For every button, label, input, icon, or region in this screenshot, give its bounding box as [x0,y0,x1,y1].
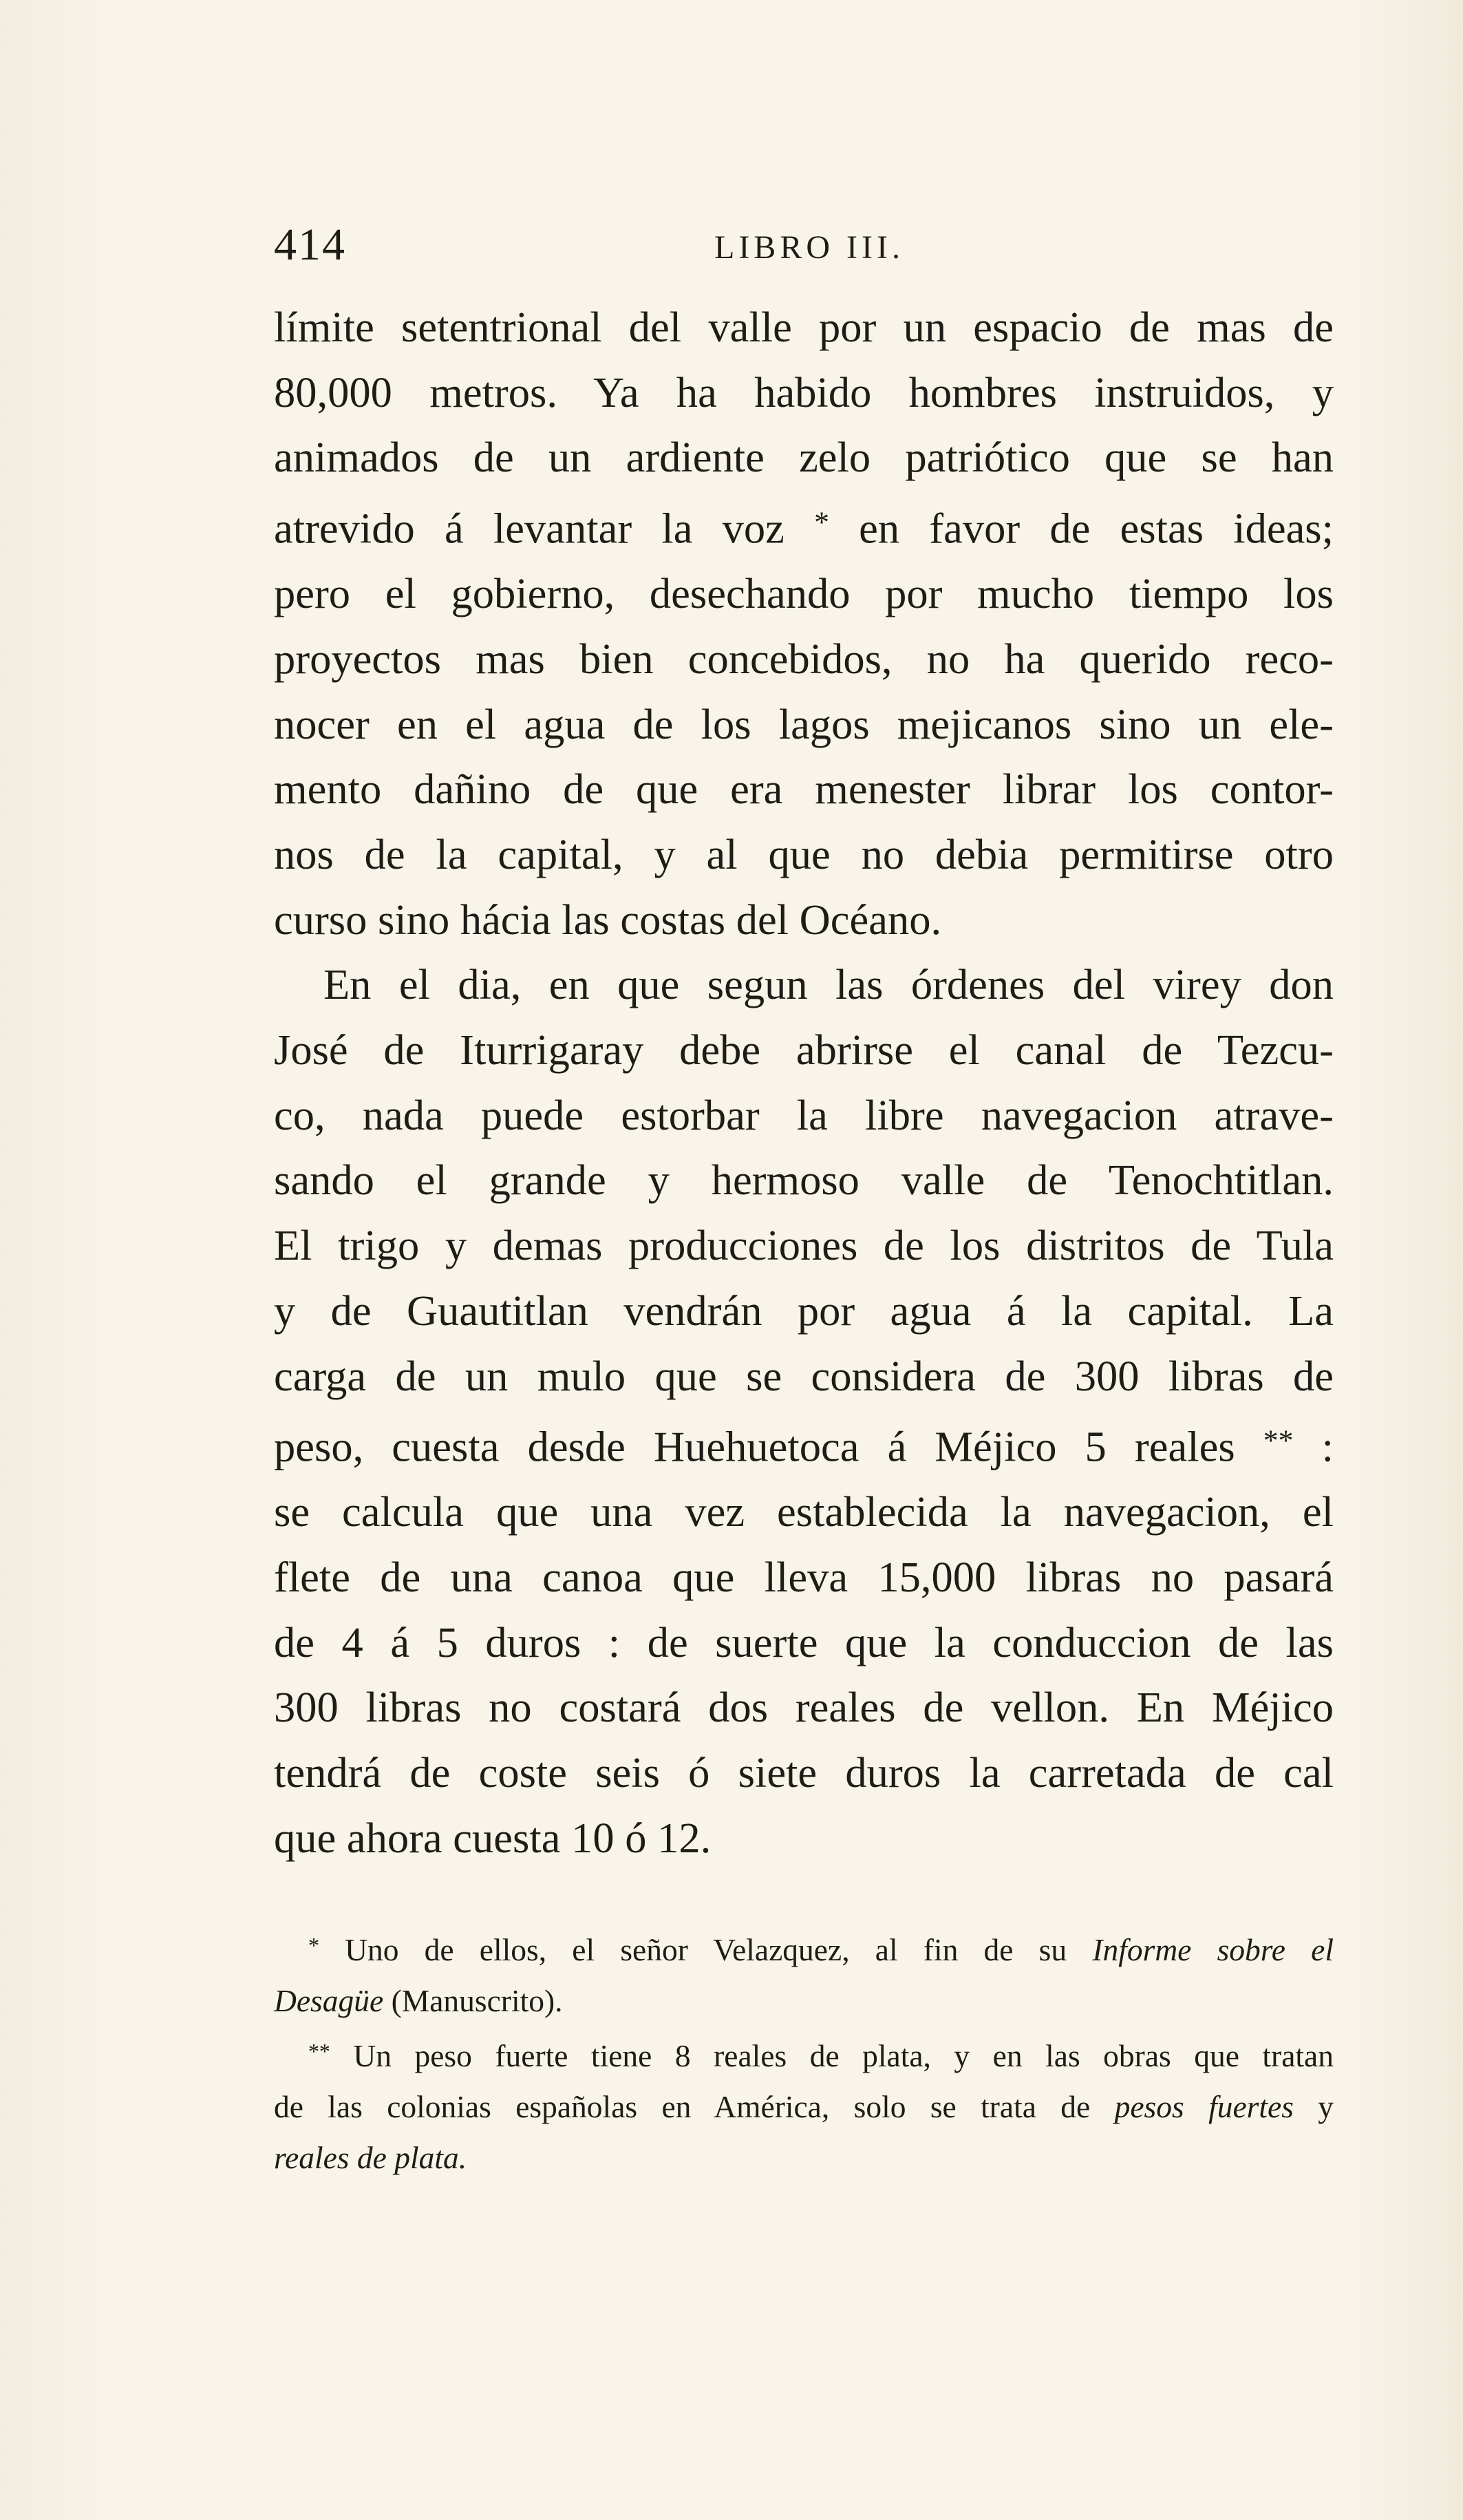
text-line [274,1408,1334,1479]
text-line: se calcula que una vez establecida la navegacion, el [274,1487,1334,1536]
footnote-text: de las colonias españolas en América, solo se trata de [274,2089,1091,2125]
text-fragment: en favor de estas ideas; [859,504,1334,553]
footnote-italic: reales de plata. [274,2140,467,2176]
footnote-text: Uno de ellos, el señor Velazquez, al fin de su [345,1932,1067,1968]
text-line: El trigo y demas producciones de los distritos de Tula [274,1221,1334,1270]
footnote-text: y [1318,2089,1334,2125]
footnote-2 [274,2026,1334,2082]
page-number: 414 [274,220,346,270]
footnote-2-end [274,2132,1334,2183]
text-line: de 4 á 5 duros : de suerte que la conduccion de las [274,1618,1334,1666]
text-fragment: atrevido á levantar la voz [274,504,784,553]
text-fragment: : [1321,1422,1334,1471]
text-line: animados de un ardiente zelo patriótico que se han [274,433,1334,482]
text-line: que ahora cuesta 10 ó 12. [274,1813,712,1862]
text-line: y de Guautitlan vendrán por agua á la capital. La [274,1286,1334,1335]
footnote-1 [274,1920,1334,1976]
text-line: proyectos mas bien concebidos, no ha querido reco- [274,634,1334,683]
running-head: LIBRO III. [714,229,904,266]
text-fragment: peso, cuesta desde Huehuetoca á Méjico 5 reales [274,1422,1235,1471]
text-line: límite setentrional del valle por un espacio de mas de [274,303,1334,351]
footnotes [274,1920,1334,2183]
footnote-mark: ** [308,2040,330,2064]
text-line: nocer en el agua de los lagos mejicanos sino un ele- [274,699,1334,748]
text-line: flete de una canoa que lleva 15,000 libras no pasará [274,1552,1334,1601]
text-line: 300 libras no costará dos reales de vellon. En Méjico [274,1683,1334,1732]
text-line: José de Iturrigaray debe abrirse el canal de Tezcu- [274,1026,1334,1074]
text-line [274,490,1334,561]
text-line: tendrá de coste seis ó siete duros la carretada de cal [274,1748,1334,1797]
text-line: 80,000 metros. Ya ha habido hombres instruidos, y [274,368,1334,416]
text-line: co, nada puede estorbar la libre navegacion atrave- [274,1090,1334,1139]
main-text [274,295,1334,1871]
footnote-text: Un peso fuerte tiene 8 reales de plata, y en las obras que tratan [353,2038,1334,2074]
footnote-italic: Desagüe [274,1983,384,2019]
text-line: pero el gobierno, desechando por mucho tiempo los [274,569,1334,618]
footnote-mark: * [308,1934,319,1958]
text-line: curso sino hácia las costas del Océano. [274,895,942,944]
text-line: nos de la capital, y al que no debia permitirse otro [274,829,1334,878]
footnote-2-cont [274,2082,1334,2132]
footnote-1-cont [274,1976,1334,2026]
footnote-mark: ** [1263,1424,1294,1458]
footnote-italic: pesos fuertes [1114,2089,1294,2125]
page-header [274,219,1334,281]
footnote-text: (Manuscrito). [391,1983,563,2019]
footnote-mark: * [814,506,829,540]
text-line: mento dañino de que era menester librar los contor- [274,765,1334,814]
text-line: carga de un mulo que se considera de 300 libras de [274,1351,1334,1400]
text-line: sando el grande y hermoso valle de Tenochtitlan. [274,1156,1334,1205]
footnote-italic: Informe sobre el [1092,1932,1334,1968]
text-line: En el dia, en que segun las órdenes del virey don [323,960,1334,1009]
